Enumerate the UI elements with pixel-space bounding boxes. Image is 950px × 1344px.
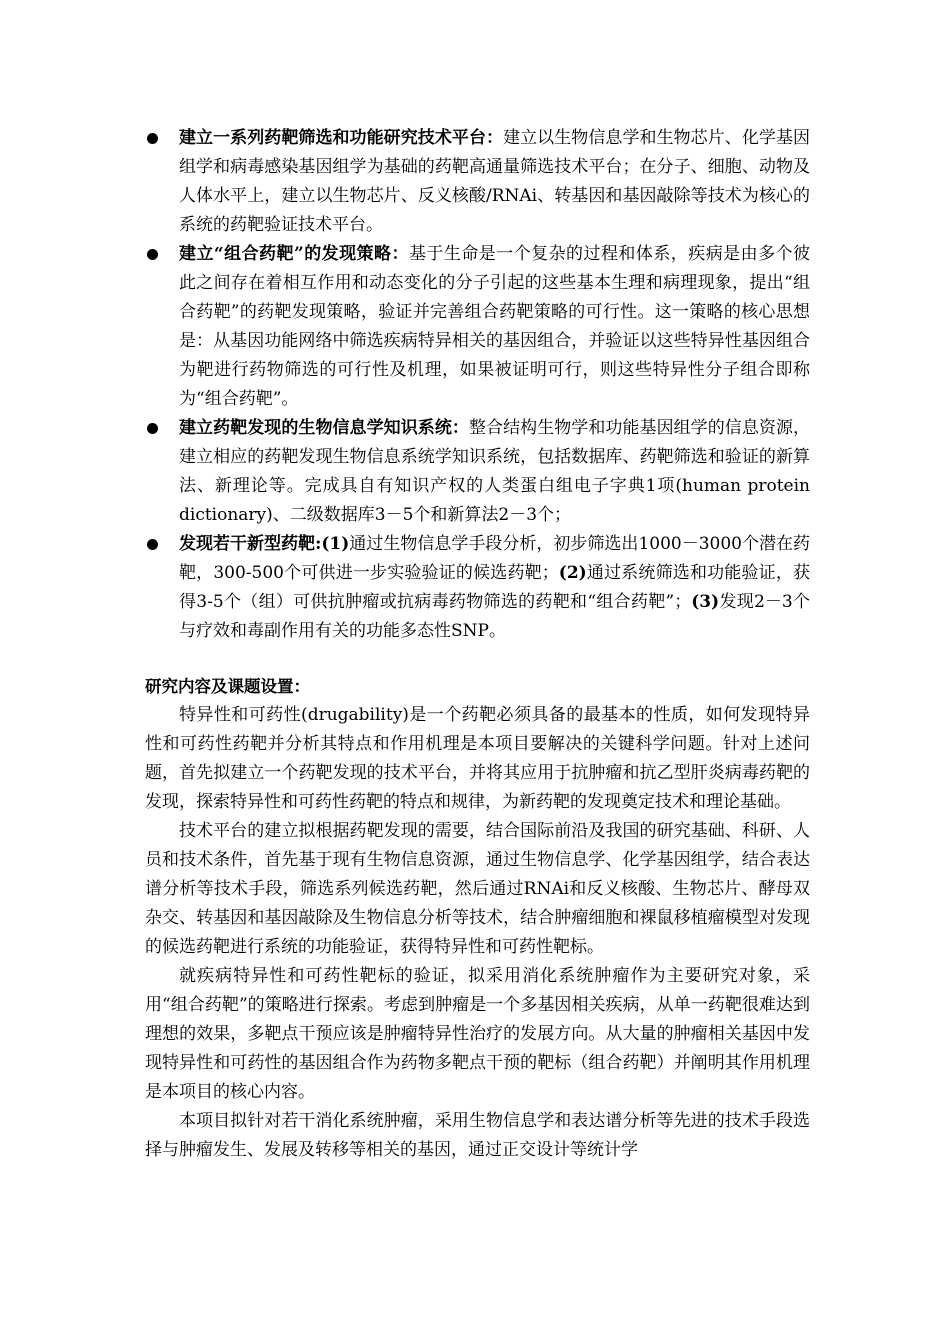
- bullet-heading: 建立药靶发现的生物信息学知识系统：: [179, 418, 469, 438]
- body-paragraph: 就疾病特异性和可药性靶标的验证，拟采用消化系统肿瘤作为主要研究对象，采用“组合药靶”的策略进行探索。考虑到肿瘤是一个多基因相关疾病，从单一药靶很难达到理想的效果，多靶点干预应该是肿瘤特异性治疗的发展方向。从大量的肿瘤相关基因中发现特异性和可药性的基因组合作为药物多靶点干预的靶标（组合药靶）并阐明其作用机理是本项目的核心内容。: [145, 966, 810, 1102]
- bullet-number: (3): [691, 592, 720, 612]
- bullet-heading: 建立“组合药靶”的发现策略：: [179, 244, 409, 264]
- bullet-icon: [147, 423, 158, 434]
- bullet-text: 整合结构生物学和功能基因组学的信息资源，建立相应的药靶发现生物信息系统学知识系统，包括数据库、药靶筛选和验证的新算法、新理论等。完成具自有知识产权的人类蛋白组电子字典1项(human protein dictionary)、二级数据库3－5个和新算法2－3个；: [179, 418, 811, 525]
- bullet-icon: [147, 539, 158, 550]
- bullet-text: 通过系统筛选和功能验证，获得3-5个（组）可供抗肿瘤或抗病毒药物筛选的药靶和“组合药靶”；: [179, 563, 810, 612]
- body-paragraph: 本项目拟针对若干消化系统肿瘤，采用生物信息学和表达谱分析等先进的技术手段选择与肿瘤发生、发展及转移等相关的基因，通过正交设计等统计学: [145, 1111, 810, 1160]
- bullet-heading: 建立一系列药靶筛选和功能研究技术平台：: [179, 128, 504, 148]
- body-paragraph: 技术平台的建立拟根据药靶发现的需要，结合国际前沿及我国的研究基础、科研、人员和技术条件，首先基于现有生物信息资源，通过生物信息学、化学基因组学，结合表达谱分析等技术手段，筛选系列候选药靶，然后通过RNAi和反义核酸、生物芯片、酵母双杂交、转基因和基因敲除及生物信息分析等技术，结合肿瘤细胞和裸鼠移植瘤模型对发现的候选药靶进行系统的功能验证，获得特异性和可药性靶标。: [145, 821, 810, 957]
- bullet-text: 基于生命是一个复杂的过程和体系，疾病是由多个彼此之间存在着相互作用和动态变化的分子引起的这些基本生理和病理现象，提出“组合药靶”的药靶发现策略，验证并完善组合药靶策略的可行性。这一策略的核心思想是：从基因功能网络中筛选疾病特异相关的基因组合，并验证以这些特异性基因组合为靶进行药物筛选的可行性及机理，如果被证明可行，则这些特异性分子组合即称为“组合药靶”。: [179, 244, 810, 409]
- bullet-text: 建立以生物信息学和生物芯片、化学基因组学和病毒感染基因组学为基础的药靶高通量筛选技术平台；在分子、细胞、动物及人体水平上，建立以生物芯片、反义核酸/RNAi、转基因和基因敲除等技术为核心的系统的药靶验证技术平台。: [179, 128, 811, 235]
- document-body: [145, 124, 810, 1165]
- bullet-heading: 发现若干新型药靶:: [179, 534, 322, 554]
- bullet-number: (1): [321, 534, 350, 554]
- list-item: [145, 240, 810, 414]
- list-item: [145, 124, 810, 240]
- section-heading: 研究内容及课题设置：: [145, 677, 310, 696]
- bullet-number: (2): [558, 563, 587, 583]
- body-paragraph: 特异性和可药性(drugability)是一个药靶必须具备的最基本的性质，如何发现特异性和可药性药靶并分析其特点和作用机理是本项目要解决的关键科学问题。针对上述问题，首先拟建立一个药靶发现的技术平台，并将其应用于抗肿瘤和抗乙型肝炎病毒药靶的发现，探索特异性和可药性药靶的特点和规律，为新药靶的发现奠定技术和理论基础。: [145, 705, 810, 812]
- bullet-text: 通过生物信息学手段分析，初步筛选出1000－3000个潜在药靶，300-500个可供进一步实验验证的候选药靶；: [179, 534, 811, 583]
- bullet-text: 发现2－3个与疗效和毒副作用有关的功能多态性SNP。: [179, 592, 810, 641]
- bullet-icon: [147, 249, 158, 260]
- list-item: [145, 414, 810, 530]
- objectives-list: [145, 124, 810, 646]
- list-item: [145, 530, 810, 646]
- bullet-icon: [147, 133, 158, 144]
